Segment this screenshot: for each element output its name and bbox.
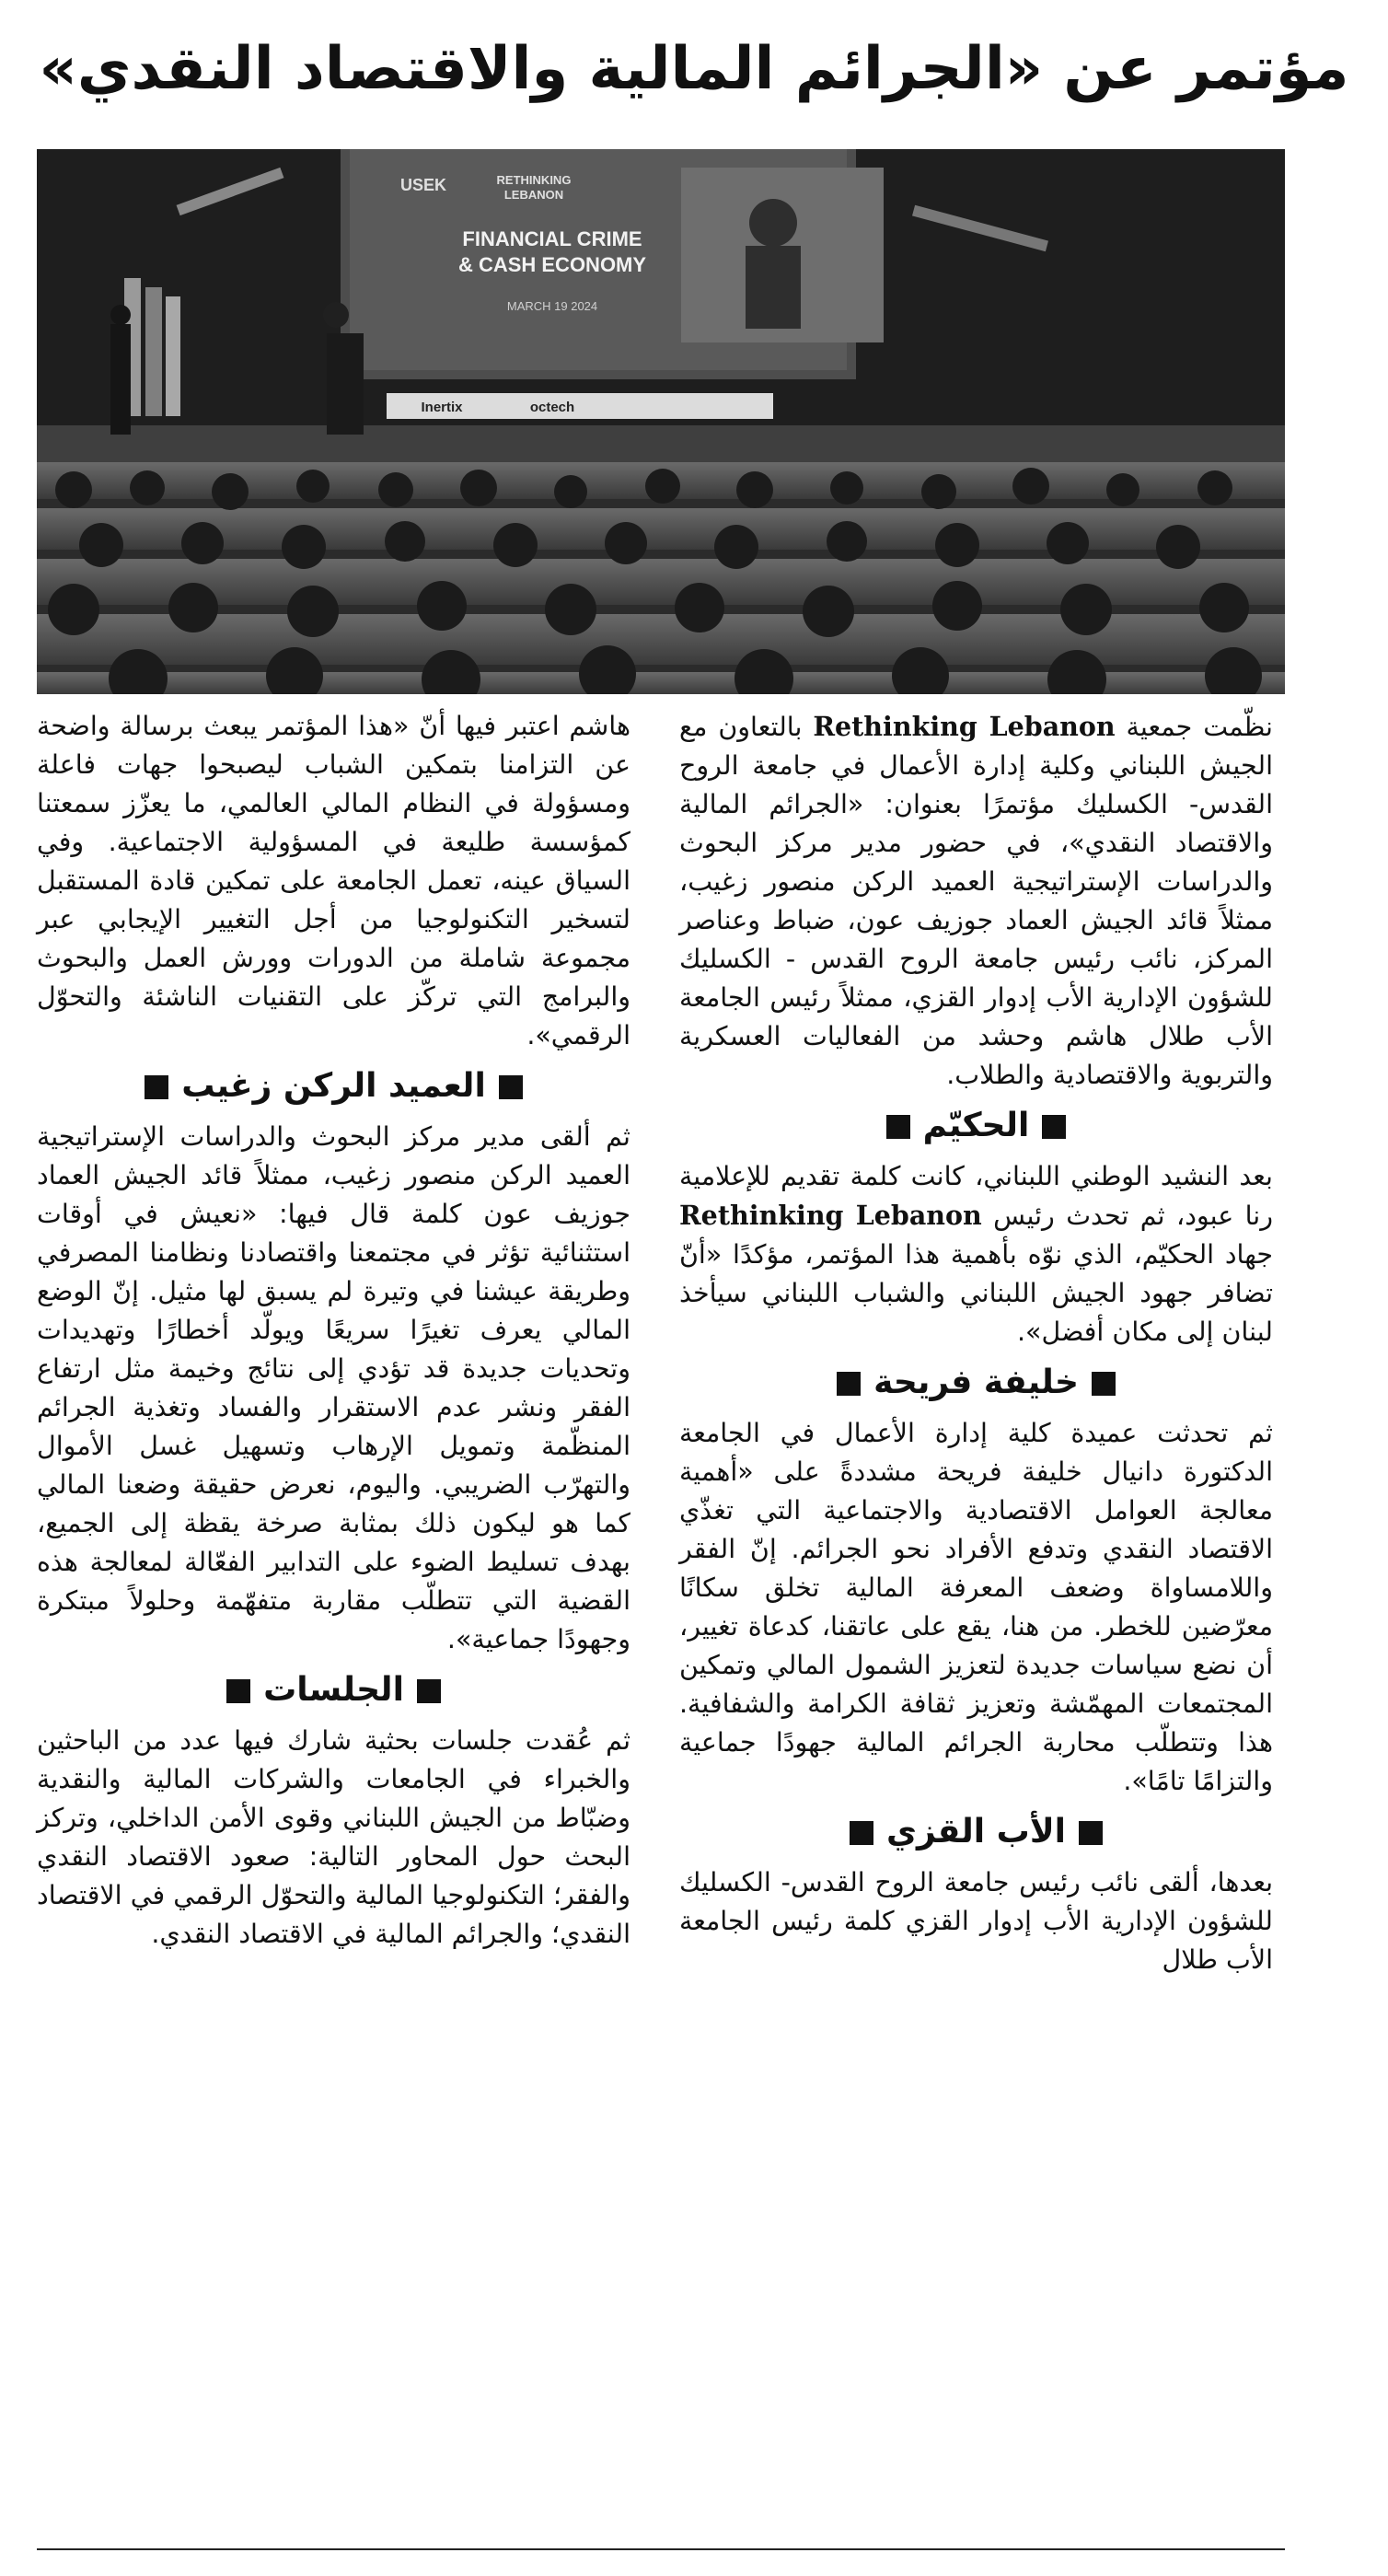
usek-logo: USEK [399,176,447,194]
subheading-khalifa: خليفة فريحة [679,1355,1273,1410]
stage-title-line1: FINANCIAL CRIME [462,227,642,250]
subheading-zgheib: العميد الركن زغيب [37,1059,630,1114]
intro-paragraph [679,707,1273,1095]
square-bullet-icon [1042,1115,1066,1139]
article-column-right [679,707,1273,1979]
paragraph-khalifa: ثم تحدثت عميدة كلية إدارة الأعمال في الجامعة الدكتورة دانيال خليفة فريحة مشددةً على «أهمية معالجة العوامل الاقتصادية والاجتماعية التي تغذّي الاقتصاد النقدي وتدفع الأفراد نحو الجرائم. إنّ الفقر واللامساواة وضعف المعرفة المالية تخلق سكانًا معرّضين للخطر. من هنا، يقع على عاتقنا، كدعاة تغيير، أن نضع سياسات جديدة لتعزيز الشمول المالي وتمكين المجتمعات المهمّشة وتعزيز ثقافة الكرامة والشفافية. هذا وتتطلّب محاربة الجرائم المالية جهودًا جماعية والتزامًا تامًا». [679,1418,1273,1796]
square-bullet-icon [499,1075,523,1099]
square-bullet-icon [837,1372,861,1396]
sponsor-label-1: Inertix [421,400,463,415]
hakim-latin-name: Rethinking Lebanon [679,1200,982,1231]
paragraph-hashem: هاشم اعتبر فيها أنّ «هذا المؤتمر يبعث برسالة واضحة عن التزامنا بتمكين الشباب ليصبحوا جهات فاعلة ومسؤولة في النظام المالي العالمي، ما يعزّز سمعتنا كمؤسسة طليعة في المسؤولية الاجتماعية. وفي السياق عينه، تعمل الجامعة على تمكين قادة المستقبل لتسخير التكنولوجيا من أجل التغيير الإيجابي عبر مجموعة شاملة من الدورات وورش العمل والبحوث والبرامج التي تركّز على التقنيات الناشئة والتحوّل الرقمي». [37,711,630,1050]
square-bullet-icon [417,1679,441,1703]
conference-photo [37,149,1285,694]
square-bullet-icon [145,1075,168,1099]
square-bullet-icon [1079,1821,1103,1845]
subheading-hakim: الحكيّم [679,1098,1273,1154]
stage-date: MARCH 19 2024 [506,299,598,313]
article-headline: مؤتمر عن «الجرائم المالية والاقتصاد النقدي» [39,35,1349,103]
square-bullet-icon [1092,1372,1116,1396]
bottom-rule [37,2548,1285,2550]
subheading-qazzi: الأب القزي [679,1804,1273,1860]
paragraph-sessions: ثم عُقدت جلسات بحثية شارك فيها عدد من الباحثين والخبراء في الجامعات والشركات المالية والنقدية وضبّاط من الجيش اللبناني وقوى الأمن الداخلي، وتركز البحث حول المحاور التالية: صعود الاقتصاد النقدي والفقر؛ التكنولوجيا المالية والتحوّل الرقمي في الاقتصاد النقدي؛ والجرائم المالية في الاقتصاد النقدي. [37,1725,630,1949]
square-bullet-icon [886,1115,910,1139]
rethinking-logo-line2: LEBANON [503,188,564,202]
intro-latin-name: Rethinking Lebanon [813,711,1116,742]
intro-text-a: نظّمت جمعية [1115,712,1273,742]
intro-text-b: بالتعاون مع الجيش اللبناني وكلية إدارة الأعمال في جامعة الروح القدس- الكسليك مؤتمرًا بعنوان: «الجرائم المالية والاقتصاد النقدي»، في حضور مدير مركز البحوث والدراسات الإستراتيجية العميد الركن منصور زغيب، ممثلاً قائد الجيش العماد جوزيف عون، ضباط وعناصر المركز، نائب رئيس جامعة الروح القدس - الكسليك للشؤون الإدارية الأب إدوار القزي، ممثلاً رئيس الجامعة الأب طلال هاشم وحشد من الفعاليات العسكرية والتربوية والاقتصادية والطلاب. [679,712,1273,1090]
stage-title-line2: & CASH ECONOMY [457,253,647,276]
article-column-left [37,707,630,1954]
hakim-text-a: بعد النشيد الوطني اللبناني، كانت كلمة تقديم للإعلامية رنا عبود، ثم تحدث رئيس [679,1161,1274,1231]
square-bullet-icon [850,1821,873,1845]
subheading-sessions: الجلسات [37,1663,630,1718]
paragraph-qazzi: بعدها، ألقى نائب رئيس جامعة الروح القدس- الكسليك للشؤون الإدارية الأب إدوار القزي كلمة رئيس الجامعة الأب طلال [679,1867,1273,1975]
auditorium-illustration [37,149,1285,694]
sponsor-label-2: octech [529,400,575,415]
rethinking-logo-line1: RETHINKING [496,173,572,187]
hakim-text-b: جهاد الحكيّم، الذي نوّه بأهمية هذا المؤتمر، مؤكدًا «أنّ تضافر جهود الجيش اللبناني والشباب اللبناني سيأخذ لبنان إلى مكان أفضل». [679,1239,1273,1347]
square-bullet-icon [226,1679,250,1703]
paragraph-hakim [679,1157,1273,1352]
paragraph-zgheib: ثم ألقى مدير مركز البحوث والدراسات الإستراتيجية العميد الركن منصور زغيب، ممثلاً قائد الجيش العماد جوزيف عون كلمة قال فيها: «نعيش في أوقات استثنائية تؤثر في مجتمعنا واقتصادنا ونظامنا المصرفي وطريقة عيشنا في وتيرة لم يسبق لها مثيل. إنّ الوضع المالي يعرف تغيرًا سريعًا ويولّد أخطارًا وتهديدات وتحديات جديدة قد تؤدي إلى نتائج وخيمة مثل ارتفاع الفقر ونشر عدم الاستقرار والفساد وتغذية الجرائم المنظّمة وتمويل الإرهاب وتسهيل غسل الأموال والتهرّب الضريبي. واليوم، نعرض حقيقة وضعنا المالي كما هو ليكون ذلك بمثابة صرخة يقظة إلى الجميع، بهدف تسليط الضوء على التدابير الفعّالة لمعالجة هذه القضية التي تتطلّب مقاربة متفهّمة وحلولاً مبتكرة وجهودًا جماعية». [37,1121,630,1654]
